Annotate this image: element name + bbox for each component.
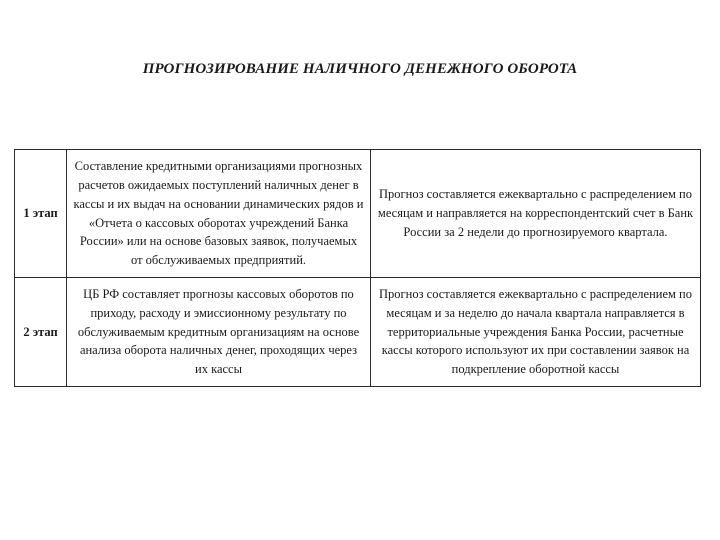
stage-description-cell xyxy=(67,150,371,278)
stage-forecast: Прогноз составляется ежеквартально с распределением по месяцам и направляется на корреспондентский счет в Банк России за 2 недели до прогнозируемого квартала. xyxy=(377,187,694,239)
stage-forecast-cell xyxy=(371,278,701,387)
stage-description-cell xyxy=(67,278,371,387)
stage-forecast: Прогноз составляется ежеквартально с распределением по месяцам и за неделю до начала квартала направляется в территориальные учреждения Банка России, расчетные кассы которого используют их при составлении заявок на подкрепление оборотной кассы xyxy=(378,287,692,377)
page-title: ПРОГНОЗИРОВАНИЕ НАЛИЧНОГО ДЕНЕЖНОГО ОБОРОТА xyxy=(142,61,578,77)
table-row xyxy=(15,150,701,278)
stage-label: 1 этап xyxy=(15,150,67,278)
stage-description: ЦБ РФ составляет прогнозы кассовых оборотов по приходу, расходу и эмиссионному результату по обслуживаемым кредитным организациям на основе анализа оборота наличных денег, проходящих через их кассы xyxy=(77,287,360,377)
stage-forecast-cell xyxy=(371,150,701,278)
stage-description: Составление кредитными организациями прогнозных расчетов ожидаемых поступлений наличных денег в кассы и их выдач на основании динамических рядов и «Отчета о кассовых оборотах учреждений Банка России» или на основе базовых заявок, получаемых от обслуживаемых предприятий. xyxy=(73,159,364,268)
table-row xyxy=(15,278,701,387)
stage-label: 2 этап xyxy=(15,278,67,387)
stages-table xyxy=(14,149,701,387)
